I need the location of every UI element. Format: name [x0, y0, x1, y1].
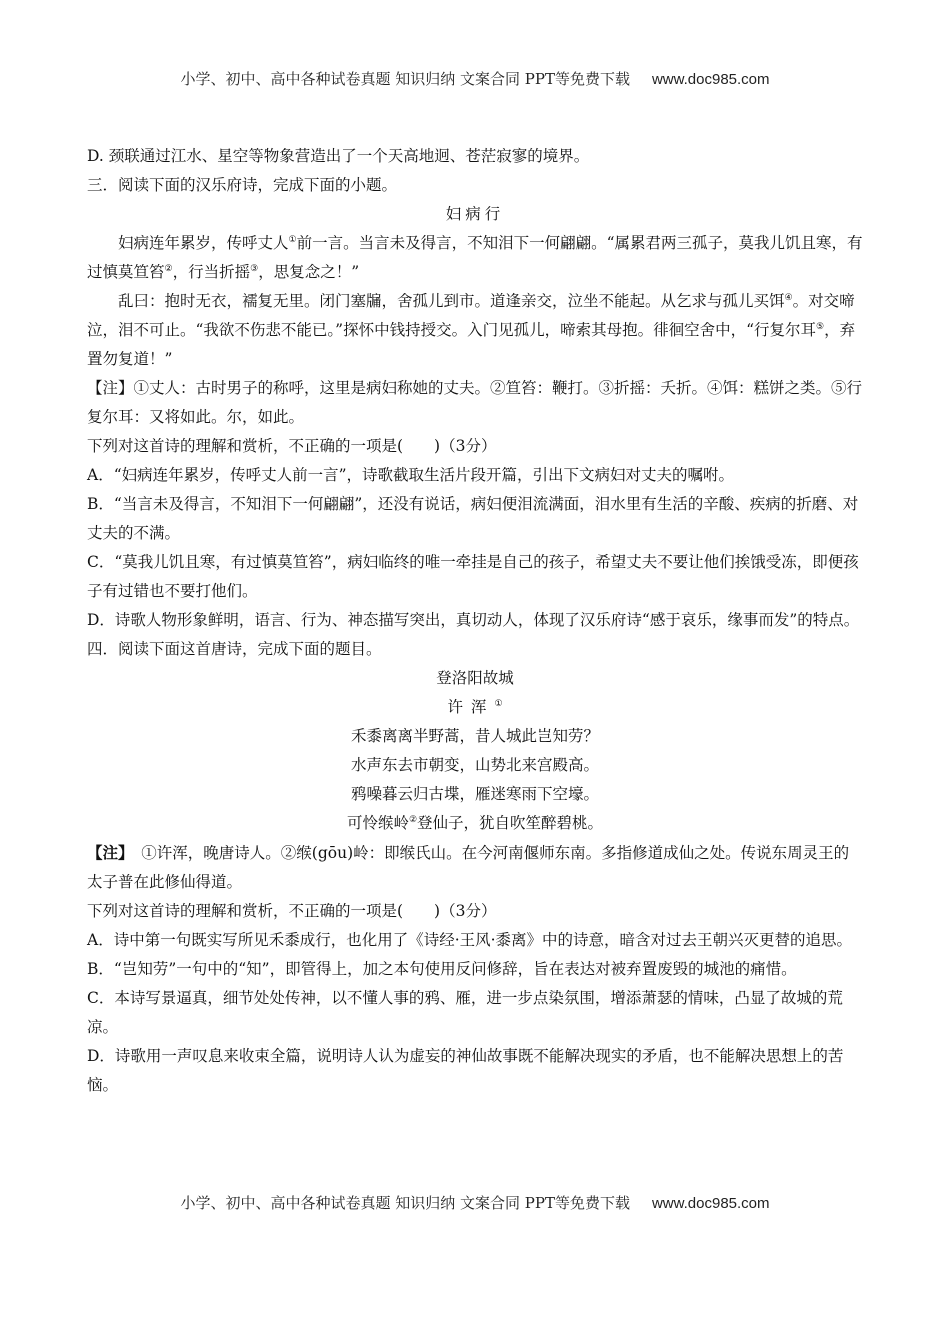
section3-note: 【注】①丈人：古时男子的称呼，这里是病妇称她的丈夫。②笪笞：鞭打。③折摇：夭折。④饵：糕饼之类。⑤行复尔耳：又将如此。尔，如此。	[87, 379, 863, 426]
document-body	[87, 142, 863, 1100]
section4-poem-title: 登洛阳故城	[436, 669, 514, 687]
header-site-link[interactable]: www.doc985.com	[651, 71, 770, 88]
header-text: 小学、初中、高中各种试卷真题 知识归纳 文案合同 PPT等免费下载	[180, 70, 630, 88]
section4-question: 下列对这首诗的理解和赏析，不正确的一项是( )（3分）	[87, 902, 497, 920]
section4-poem-line-2: 水声东去市朝变，山势北来宫殿高。	[350, 756, 599, 774]
section4-option-c: C．本诗写景逼真，细节处处传神，以不懂人事的鸦、雁，进一步点染氛围，增添萧瑟的情味，凸显了故城的荒凉。	[87, 989, 843, 1036]
section4-heading: 四．阅读下面这首唐诗，完成下面的题目。	[87, 640, 382, 658]
previous-option-d: D. 颈联通过江水、星空等物象营造出了一个天高地迥、苍茫寂寥的境界。	[87, 147, 590, 165]
section3-poem-para-1: 妇病连年累岁，传呼丈人①前一言。当言未及得言，不知泪下一何翩翩。“属累君两三孤子，莫我儿饥且寒，有过慎莫笪笞②，行当折摇③，思复念之！”	[87, 234, 863, 281]
section3-option-b: B．“当言未及得言，不知泪下一何翩翩”，还没有说话，病妇便泪流满面，泪水里有生活的辛酸、疾病的折磨、对丈夫的不满。	[87, 495, 859, 542]
section4-poem-line-1: 禾黍离离半野蒿，昔人城此岂知劳？	[350, 727, 599, 745]
section3-option-d: D．诗歌人物形象鲜明，语言、行为、神态描写突出，真切动人，体现了汉乐府诗“感于哀乐，缘事而发”的特点。	[87, 611, 860, 629]
page-header	[0, 68, 950, 89]
section3-heading: 三．阅读下面的汉乐府诗，完成下面的小题。	[87, 176, 398, 194]
section4-option-d: D．诗歌用一声叹息来收束全篇，说明诗人认为虚妄的神仙故事既不能解决现实的矛盾，也不能解决思想上的苦恼。	[87, 1047, 844, 1094]
section3-poem-para-2: 乱曰：抱时无衣，襦复无里。闭门塞牖，舍孤儿到市。道逢亲交，泣坐不能起。从乞求与孤儿买饵④。对交啼泣，泪不可止。“我欲不伤悲不能已。”探怀中钱持授交。入门见孤儿，啼索其母抱。徘徊空舍中，“行复尔耳⑤，弃置勿复道！”	[87, 292, 856, 368]
section3-poem-title: 妇病行	[445, 205, 505, 223]
section4-poem-line-3: 鸦噪暮云归古堞，雁迷寒雨下空壕。	[350, 785, 599, 803]
footer-site-link[interactable]: www.doc985.com	[651, 1195, 770, 1212]
section3-option-a: A．“妇病连年累岁，传呼丈人前一言”，诗歌截取生活片段开篇，引出下文病妇对丈夫的嘱咐。	[87, 466, 735, 484]
section4-poem-line-4: 可怜缑岭②登仙子，犹自吹笙醉碧桃。	[346, 814, 604, 832]
footer-text: 小学、初中、高中各种试卷真题 知识归纳 文案合同 PPT等免费下载	[180, 1194, 630, 1212]
section3-option-c: C．“莫我儿饥且寒，有过慎莫笪笞”，病妇临终的唯一牵挂是自己的孩子，希望丈夫不要让他们挨饿受冻，即便孩子有过错也不要打他们。	[87, 553, 859, 600]
section4-note: 【注】 ①许浑，晚唐诗人。②缑(gōu)岭：即缑氏山。在今河南偃师东南。多指修道成仙之处。传说东周灵王的太子普在此修仙得道。	[87, 843, 850, 891]
section3-question: 下列对这首诗的理解和赏析，不正确的一项是( )（3分）	[87, 437, 497, 455]
section4-option-b: B．“岂知劳”一句中的“知”，即管得上，加之本句使用反问修辞，旨在表达对被弃置废毁的城池的痛惜。	[87, 960, 797, 978]
page-footer	[0, 1192, 950, 1213]
section4-poem-author: 许浑①	[447, 698, 503, 716]
section4-option-a: A．诗中第一句既实写所见禾黍成行，也化用了《诗经·王风·黍离》中的诗意，暗含对过去王朝兴灭更替的追思。	[87, 931, 853, 949]
